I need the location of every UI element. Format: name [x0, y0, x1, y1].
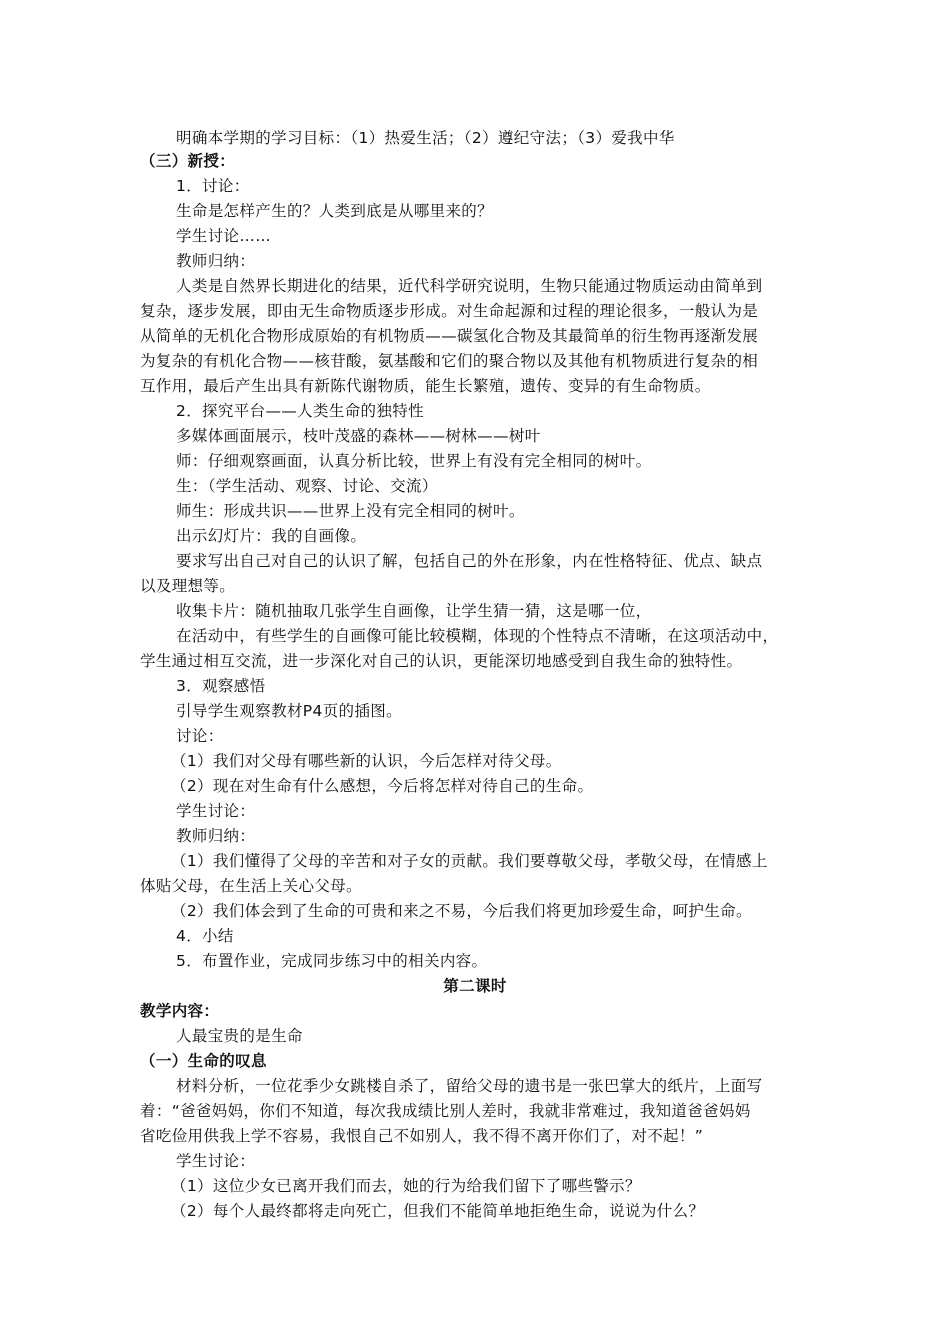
text-line: 在活动中，有些学生的自画像可能比较模糊，体现的个性特点不清晰，在这项活动中，: [176, 627, 779, 645]
text-line: 1．讨论：: [176, 177, 250, 195]
text-line: 学生讨论：: [176, 802, 256, 820]
text-line: （1）我们懂得了父母的辛苦和对子女的贡献。我们要尊敬父母，孝敬父母，在情感上: [171, 852, 768, 870]
text-line: 体贴父母，在生活上关心父母。: [140, 877, 362, 895]
text-line: 复杂，逐步发展，即由无生命物质逐步形成。对生命起源和过程的理论很多，一般认为是: [140, 302, 759, 320]
text-line: 讨论：: [176, 727, 224, 745]
text-line: 3．观察感悟: [176, 677, 266, 695]
text-line: 省吃俭用供我上学不容易，我恨自己不如别人，我不得不离开你们了，对不起！”: [140, 1127, 704, 1145]
text-line: （2）每个人最终都将走向死亡，但我们不能简单地拒绝生命，说说为什么？: [171, 1202, 705, 1220]
text-line: 多媒体画面展示，枝叶茂盛的森林——树林——树叶: [176, 427, 541, 445]
text-line: 出示幻灯片：我的自画像。: [176, 527, 367, 545]
text-line: 师：仔细观察画面，认真分析比较，世界上有没有完全相同的树叶。: [176, 452, 652, 470]
text-line: （2）现在对生命有什么感想，今后将怎样对待自己的生命。: [171, 777, 594, 795]
text-line: 学生讨论……: [176, 227, 272, 245]
text-line: 材料分析，一位花季少女跳楼自杀了，留给父母的遗书是一张巴掌大的纸片，上面写: [176, 1077, 763, 1095]
text-line: 为复杂的有机化合物——核苷酸，氨基酸和它们的聚合物以及其他有机物质进行复杂的相: [140, 352, 759, 370]
text-line: （1）我们对父母有哪些新的认识，今后怎样对待父母。: [171, 752, 562, 770]
text-line: 师生：形成共识——世界上没有完全相同的树叶。: [176, 502, 525, 520]
text-line: （1）这位少女已离开我们而去，她的行为给我们留下了哪些警示？: [171, 1177, 641, 1195]
text-line: 生：（学生活动、观察、讨论、交流）: [176, 477, 438, 495]
text-line: 引导学生观察教材P4页的插图。: [176, 702, 402, 720]
section-heading: （一）生命的叹息: [140, 1052, 267, 1070]
text-line: 从简单的无机化合物形成原始的有机物质——碳氢化合物及其最简单的衍生物再逐渐发展: [140, 327, 759, 345]
text-line: 4．小结: [176, 927, 234, 945]
text-line: 互作用，最后产生出具有新陈代谢物质，能生长繁殖，遗传、变异的有生命物质。: [140, 377, 711, 395]
text-line: 要求写出自己对自己的认识了解，包括自己的外在形象，内在性格特征、优点、缺点: [176, 552, 763, 570]
text-line: 5．布置作业，完成同步练习中的相关内容。: [176, 952, 488, 970]
text-line: 教师归纳：: [176, 827, 256, 845]
text-line: 2．探究平台——人类生命的独特性: [176, 402, 424, 420]
text-line: 收集卡片：随机抽取几张学生自画像，让学生猜一猜，这是哪一位，: [176, 602, 652, 620]
text-line: 明确本学期的学习目标：（1）热爱生活；（2）遵纪守法；（3）爱我中华: [176, 129, 675, 147]
text-line: 学生通过相互交流，进一步深化对自己的认识，更能深切地感受到自我生命的独特性。: [140, 652, 743, 670]
text-line: （2）我们体会到了生命的可贵和来之不易，今后我们将更加珍爱生命，呵护生命。: [171, 902, 752, 920]
section-heading: 教学内容：: [140, 1002, 220, 1020]
text-line: 人最宝贵的是生命: [176, 1027, 303, 1045]
text-line: 教师归纳：: [176, 252, 256, 270]
text-line: 着：“爸爸妈妈，你们不知道，每次我成绩比别人差时，我就非常难过，我知道爸爸妈妈: [140, 1102, 751, 1120]
text-line: 学生讨论：: [176, 1152, 256, 1170]
lesson-title: 第二课时: [443, 977, 507, 995]
text-line: 生命是怎样产生的？人类到底是从哪里来的？: [176, 202, 494, 220]
text-line: 以及理想等。: [140, 577, 236, 595]
text-line: 人类是自然界长期进化的结果，近代科学研究说明，生物只能通过物质运动由简单到: [176, 277, 763, 295]
section-heading: （三）新授：: [140, 152, 236, 170]
